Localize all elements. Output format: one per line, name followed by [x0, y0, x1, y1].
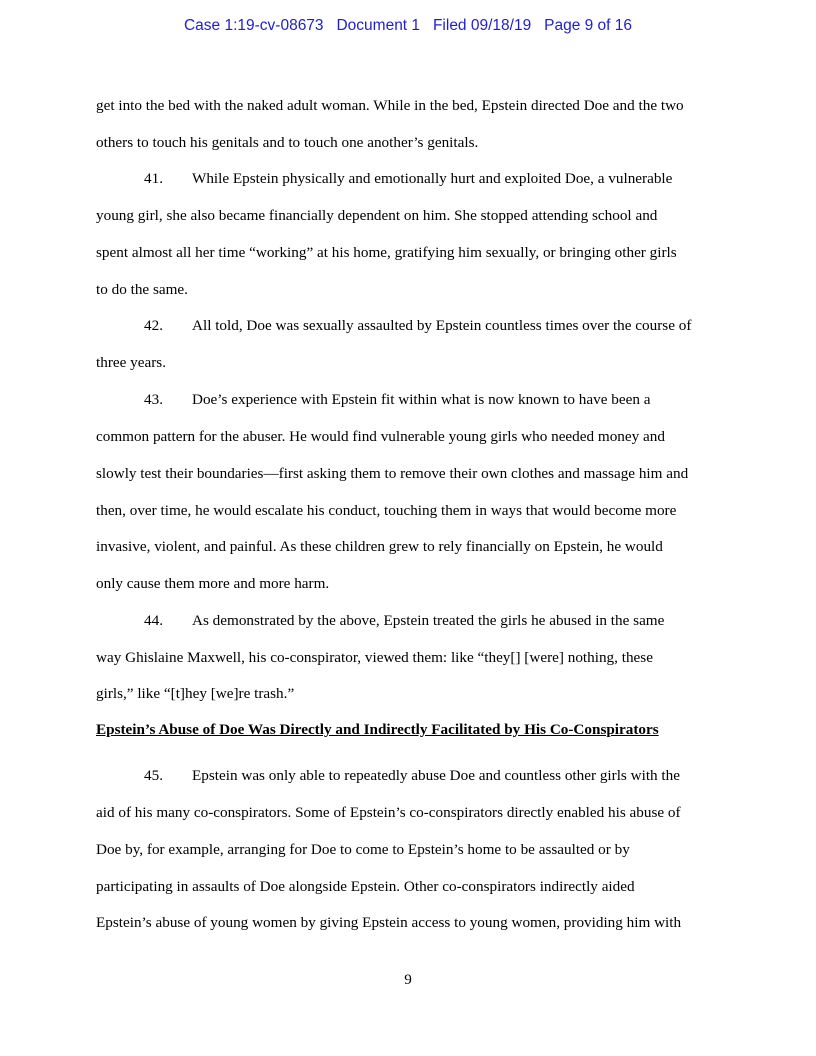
paragraph-number: 45.	[144, 767, 163, 784]
text-line: to do the same.	[96, 281, 188, 298]
paragraph-number: 43.	[144, 391, 163, 408]
text-line: three years.	[96, 354, 166, 371]
text-line: Doe by, for example, arranging for Doe to come to Epstein’s home to be assaulted or by	[96, 841, 630, 858]
text-line: way Ghislaine Maxwell, his co-conspirator, viewed them: like “they[] [were] nothing, these	[96, 649, 653, 666]
text-line: girls,” like “[t]hey [we]re trash.”	[96, 685, 295, 702]
paragraph-41-first-line	[144, 169, 672, 189]
text-line: participating in assaults of Doe alongside Epstein. Other co-conspirators indirectly aided	[96, 878, 635, 895]
text-line: Doe’s experience with Epstein fit within what is now known to have been a	[192, 391, 651, 408]
text-line: aid of his many co-conspirators. Some of Epstein’s co-conspirators directly enabled his abuse of	[96, 804, 681, 821]
text-line: Epstein was only able to repeatedly abuse Doe and countless other girls with the	[192, 767, 680, 784]
text-line: All told, Doe was sexually assaulted by Epstein countless times over the course of	[192, 317, 692, 334]
case-header: Case 1:19-cv-08673 Document 1 Filed 09/18/19 Page 9 of 16	[183, 17, 633, 34]
text-line: invasive, violent, and painful. As these children grew to rely financially on Epstein, he would	[96, 538, 663, 555]
text-line: Epstein’s abuse of young women by giving Epstein access to young women, providing him with	[96, 914, 682, 931]
paragraph-number: 42.	[144, 317, 163, 334]
paragraph-43-first-line	[144, 390, 650, 410]
paragraph-42-first-line	[144, 316, 691, 336]
text-line: others to touch his genitals and to touch one another’s genitals.	[96, 134, 479, 151]
text-line: only cause them more and more harm.	[96, 575, 330, 592]
paragraph-number: 44.	[144, 612, 163, 629]
paragraph-44-first-line	[144, 611, 664, 631]
text-line: spent almost all her time “working” at his home, gratifying him sexually, or bringing other girls	[96, 244, 677, 261]
text-line: As demonstrated by the above, Epstein treated the girls he abused in the same	[192, 612, 665, 629]
text-line: get into the bed with the naked adult woman. While in the bed, Epstein directed Doe and the two	[96, 97, 684, 114]
text-line: young girl, she also became financially dependent on him. She stopped attending school and	[96, 207, 658, 224]
paragraph-45-first-line	[144, 766, 680, 786]
section-heading: Epstein’s Abuse of Doe Was Directly and Indirectly Facilitated by His Co-Conspirators	[96, 721, 659, 738]
text-line: then, over time, he would escalate his conduct, touching them in ways that would become more	[96, 502, 677, 519]
text-line: common pattern for the abuser. He would find vulnerable young girls who needed money and	[96, 428, 665, 445]
text-line: slowly test their boundaries—first asking them to remove their own clothes and massage him and	[96, 465, 689, 482]
text-line: While Epstein physically and emotionally hurt and exploited Doe, a vulnerable	[192, 170, 673, 187]
page-number: 9	[404, 971, 412, 988]
paragraph-number: 41.	[144, 170, 163, 187]
